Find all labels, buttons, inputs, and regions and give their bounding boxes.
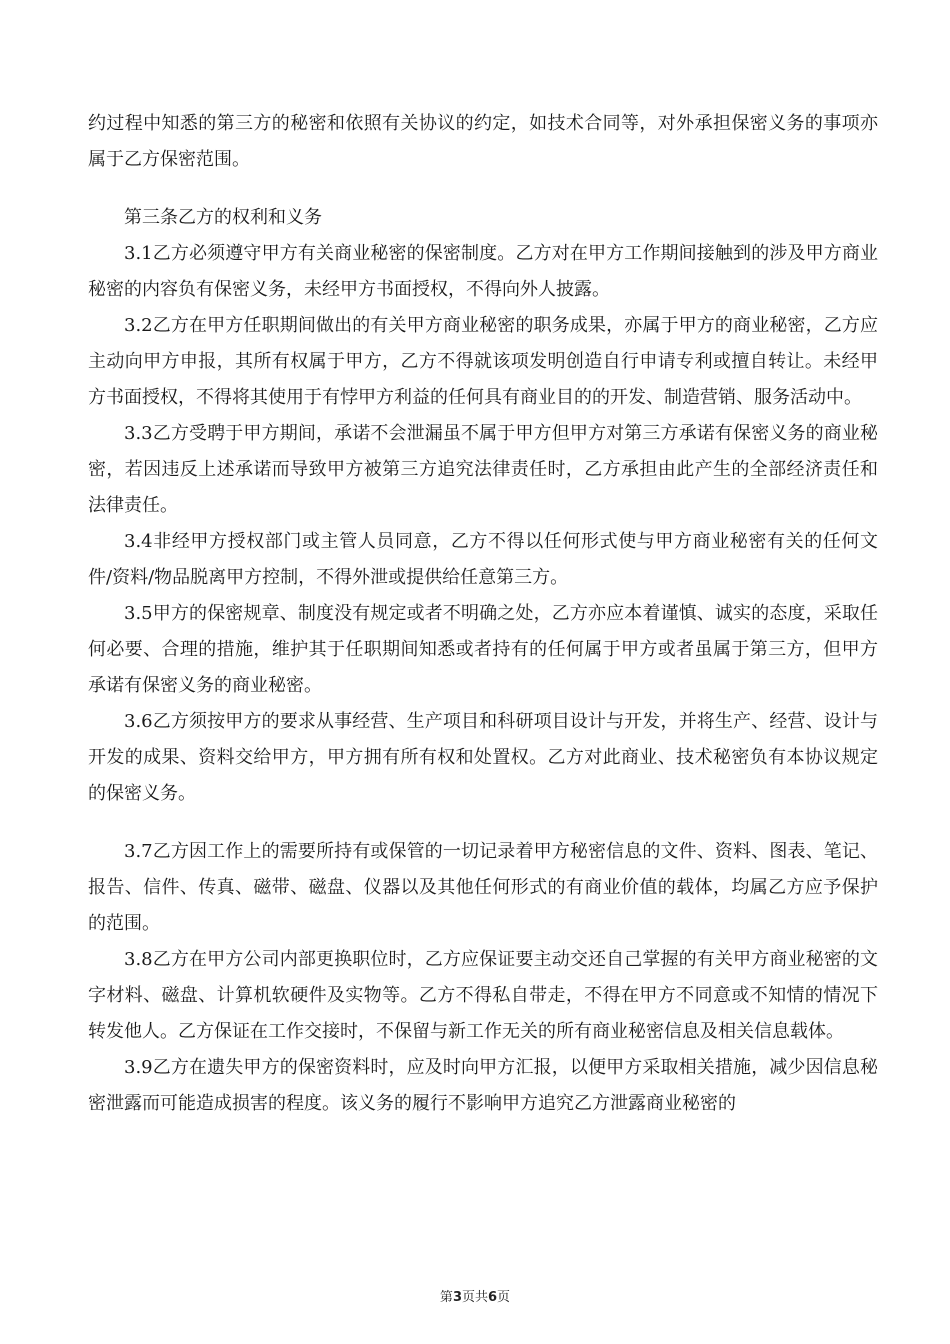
clause-3-8: 3.8乙方在甲方公司内部更换职位时，乙方应保证要主动交还自己掌握的有关甲方商业秘密的文字材料、磁盘、计算机软硬件及实物等。乙方不得私自带走，不得在甲方不同意或不知情的情况下转发他人。乙方保证在工作交接时，不保留与新工作无关的所有商业秘密信息及相关信息载体。 xyxy=(88,949,878,1042)
footer-middle: 页共 xyxy=(461,1290,488,1305)
section-heading: 第三条乙方的权利和义务 xyxy=(124,207,322,228)
clause-3-4: 3.4非经甲方授权部门或主管人员同意，乙方不得以任何形式使与甲方商业秘密有关的任何文件/资料/物品脱离甲方控制，不得外泄或提供给任意第三方。 xyxy=(88,531,878,588)
clause-3-7: 3.7乙方因工作上的需要所持有或保管的一切记录着甲方秘密信息的文件、资料、图表、笔记、报告、信件、传真、磁带、磁盘、仪器以及其他任何形式的有商业价值的载体，均属乙方应予保护的范围。 xyxy=(88,841,878,934)
clause-3-2: 3.2乙方在甲方任职期间做出的有关甲方商业秘密的职务成果，亦属于甲方的商业秘密，乙方应主动向甲方申报，其所有权属于甲方，乙方不得就该项发明创造自行申请专利或擅自转让。未经甲方书面授权，不得将其使用于有悖甲方利益的任何具有商业目的的开发、制造营销、服务活动中。 xyxy=(88,315,878,408)
clause-3-1: 3.1乙方必须遵守甲方有关商业秘密的保密制度。乙方对在甲方工作期间接触到的涉及甲方商业秘密的内容负有保密义务，未经甲方书面授权，不得向外人披露。 xyxy=(88,243,878,300)
footer-prefix: 第 xyxy=(439,1290,453,1305)
footer-suffix: 页 xyxy=(497,1290,511,1305)
clause-3-5: 3.5甲方的保密规章、制度没有规定或者不明确之处，乙方亦应本着谨慎、诚实的态度，采取任何必要、合理的措施，维护其于任职期间知悉或者持有的任何属于甲方或者虽属于第三方，但甲方承诺有保密义务的商业秘密。 xyxy=(88,603,878,696)
clause-3-6: 3.6乙方须按甲方的要求从事经营、生产项目和科研项目设计与开发，并将生产、经营、设计与开发的成果、资料交给甲方，甲方拥有所有权和处置权。乙方对此商业、技术秘密负有本协议规定的保密义务。 xyxy=(88,711,878,804)
clause-3-9: 3.9乙方在遗失甲方的保密资料时，应及时向甲方汇报，以便甲方采取相关措施，减少因信息秘密泄露而可能造成损害的程度。该义务的履行不影响甲方追究乙方泄露商业秘密的 xyxy=(88,1057,878,1114)
clause-3-3: 3.3乙方受聘于甲方期间，承诺不会泄漏虽不属于甲方但甲方对第三方承诺有保密义务的商业秘密，若因违反上述承诺而导致甲方被第三方追究法律责任时，乙方承担由此产生的全部经济责任和法律责任。 xyxy=(88,423,878,516)
page-footer xyxy=(0,1290,950,1306)
footer-current-page: 3 xyxy=(452,1290,462,1305)
continuation-paragraph: 约过程中知悉的第三方的秘密和依照有关协议的约定，如技术合同等，对外承担保密义务的事项亦属于乙方保密范围。 xyxy=(88,113,878,170)
footer-total-pages: 6 xyxy=(488,1290,498,1305)
document-body xyxy=(88,106,878,1122)
